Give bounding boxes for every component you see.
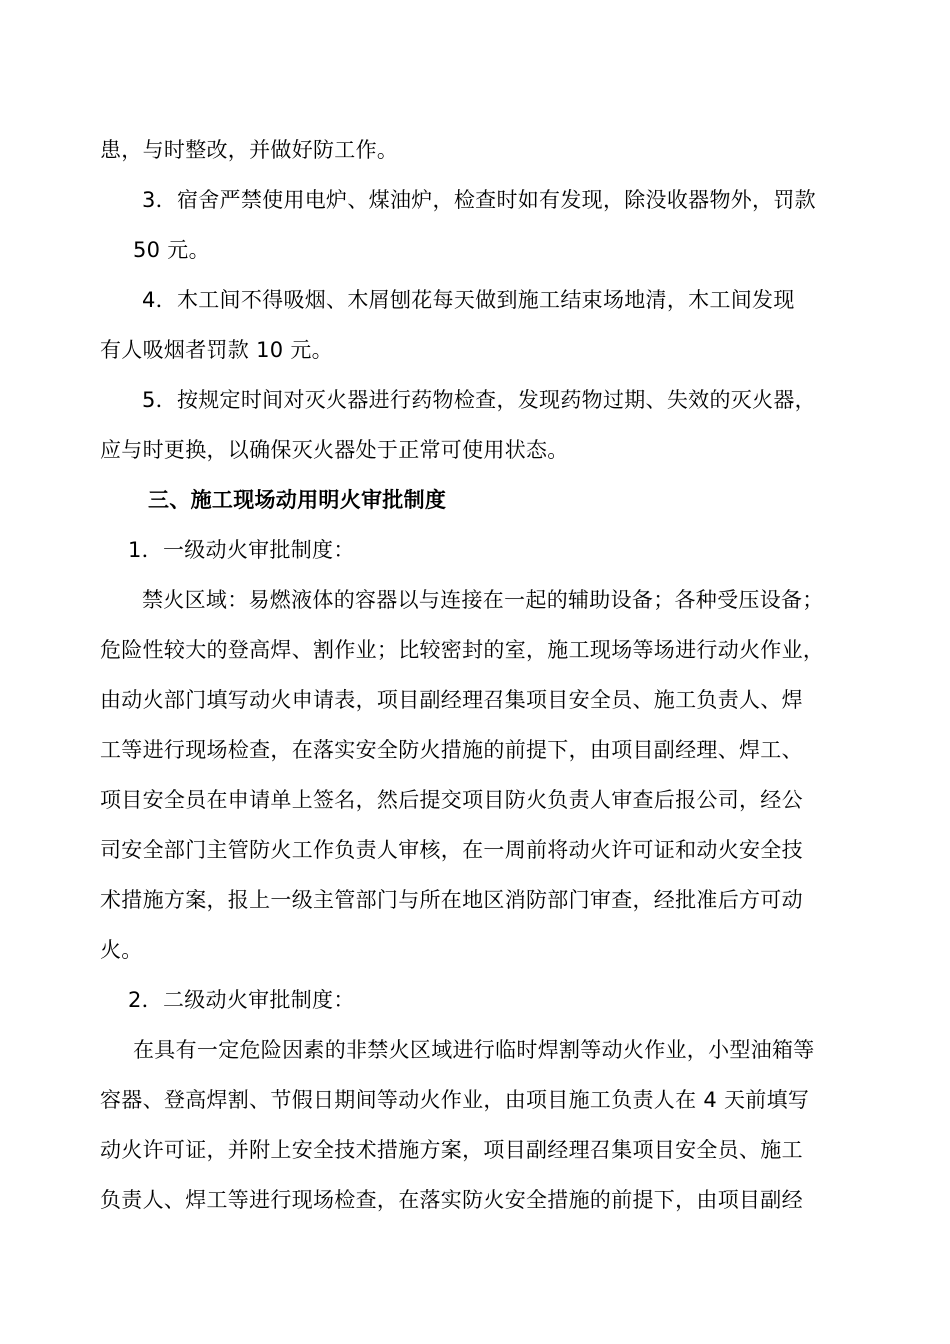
body-line: 由动火部门填写动火申请表，项目副经理召集项目安全员、施工负责人、焊 <box>100 688 803 712</box>
subheading-level-1: 1．一级动火审批制度： <box>128 538 355 562</box>
body-line: 危险性较大的登高焊、割作业；比较密封的室，施工现场等场进行动火作业， <box>100 638 825 662</box>
body-line: 动火许可证，并附上安全技术措施方案，项目副经理召集项目安全员、施工 <box>100 1138 803 1162</box>
body-line: 火。 <box>100 938 143 962</box>
body-line: 司安全部门主管防火工作负责人审核，在一周前将动火许可证和动火安全技 <box>100 838 803 862</box>
body-line: 术措施方案，报上一级主管部门与所在地区消防部门审查，经批准后方可动 <box>100 888 803 912</box>
body-line: 负责人、焊工等进行现场检查，在落实防火安全措施的前提下，由项目副经 <box>100 1188 803 1212</box>
body-line: 在具有一定危险因素的非禁火区域进行临时焊割等动火作业，小型油箱等 <box>133 1038 815 1062</box>
subheading-level-2: 2．二级动火审批制度： <box>128 988 355 1012</box>
body-line: 有人吸烟者罚款 10 元。 <box>100 338 333 362</box>
body-line: 项目安全员在申请单上签名，然后提交项目防火负责人审查后报公司，经公 <box>100 788 803 812</box>
list-item-3: 3．宿舍严禁使用电炉、煤油炉，检查时如有发现，除没收器物外，罚款 <box>142 188 816 212</box>
body-line: 50 元。 <box>133 238 210 262</box>
list-item-5: 5．按规定时间对灭火器进行药物检查，发现药物过期、失效的灭火器， <box>142 388 816 412</box>
body-line: 工等进行现场检查，在落实安全防火措施的前提下，由项目副经理、焊工、 <box>100 738 803 762</box>
body-line: 患，与时整改，并做好防工作。 <box>100 138 399 162</box>
section-heading: 三、施工现场动用明火审批制度 <box>148 488 447 512</box>
list-item-4: 4．木工间不得吸烟、木屑刨花每天做到施工结束场地清，木工间发现 <box>142 288 795 312</box>
body-line: 容器、登高焊割、节假日期间等动火作业，由项目施工负责人在 4 天前填写 <box>100 1088 810 1112</box>
body-line: 禁火区域：易燃液体的容器以与连接在一起的辅助设备；各种受压设备； <box>142 588 824 612</box>
body-line: 应与时更换，以确保灭火器处于正常可使用状态。 <box>100 438 569 462</box>
